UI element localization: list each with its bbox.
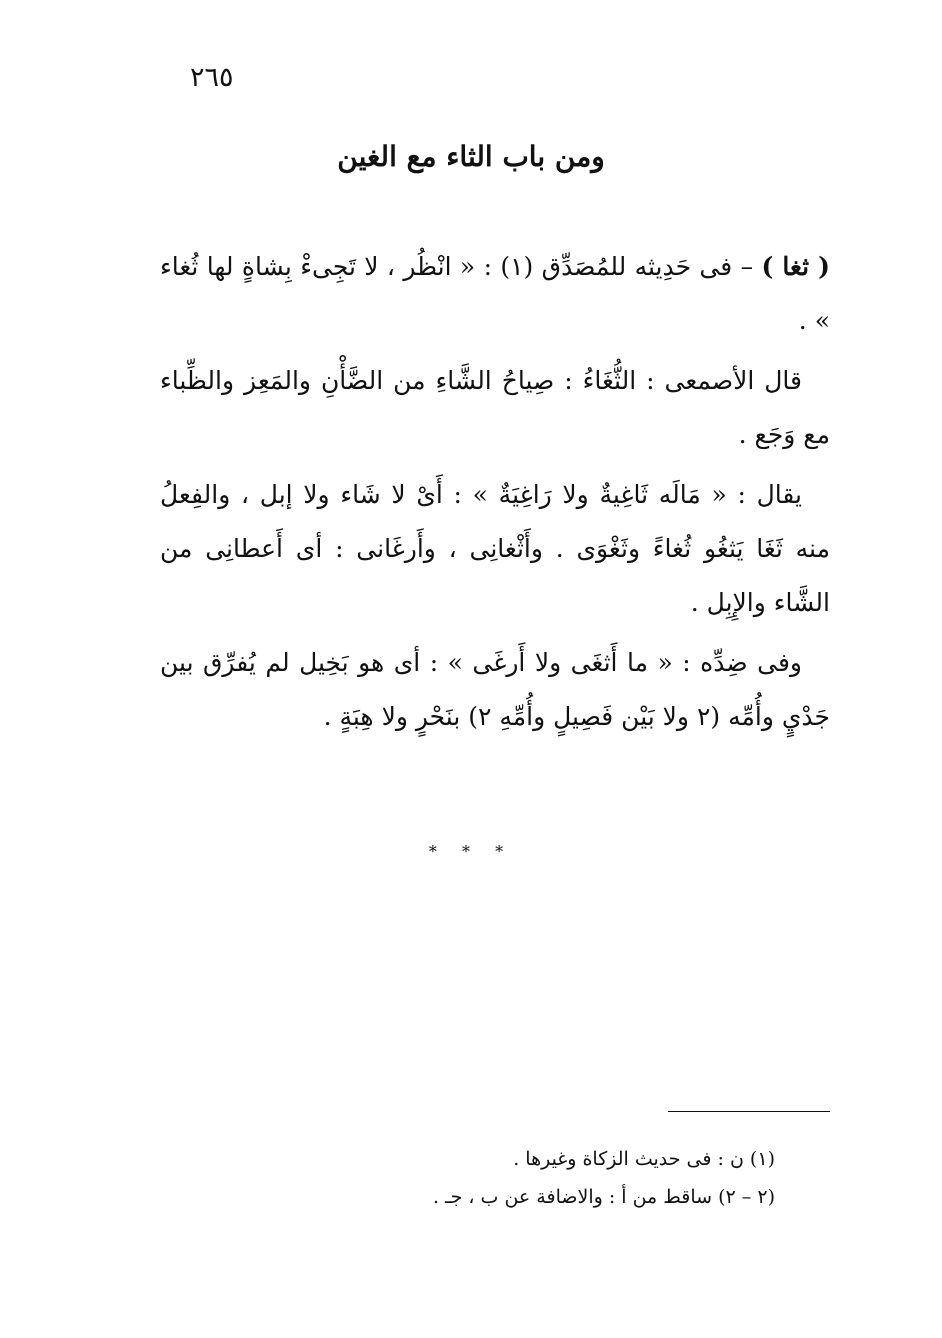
paragraph: وفى ضِدِّه : « ما أَثغَى ولا أَرغَى » : أى هو بَخِيل لم يُفرِّق بين جَدْيٍ وأُمِّه (٢ ولا بَيْن فَصِيلٍ وأُمِّهِ ٢) بنَحْرٍ ولا هِبَةٍ . [160, 648, 830, 731]
section-title: ومن باب الثاء مع الغين [337, 140, 605, 173]
paragraph: قال الأصمعى : الثُّغَاءُ : صِياحُ الشَّاءِ من الضَّأْنِ والمَعِز والظِّباء مع وَجَع . [160, 366, 830, 449]
footnote: (٢ – ٢) ساقط من أ : والاضافة عن ب ، جـ . [432, 1186, 775, 1208]
paragraph-entry [160, 240, 830, 348]
footnote: (١) ن : فى حديث الزكاة وغيرها . [513, 1148, 775, 1170]
paragraph-text: – فى حَدِيثه للمُصَدِّق (١) : « انْظُر ، لا تَجِىءْ بِشاةٍ لها ثُغاء » . [160, 252, 830, 335]
paragraph: يقال : « مَالَه ثَاغِيةٌ ولا رَاغِيَةٌ » : أَىْ لا شَاء ولا إبل ، والفِعلُ منه ثَغَا يَثغُو ثُغاءً وثَغْوَى . وأَثْغانِى ، وأَرغَانى : أى أَعطانِى من الشَّاء والإِبِل . [160, 480, 830, 617]
footnote-divider [668, 1111, 830, 1112]
page-number: ٢٦٥ [190, 62, 234, 93]
body-text [160, 240, 830, 750]
headword: ( ثغا ) [761, 252, 830, 281]
section-ornament: * * * [428, 842, 514, 861]
footnotes [300, 1140, 775, 1216]
